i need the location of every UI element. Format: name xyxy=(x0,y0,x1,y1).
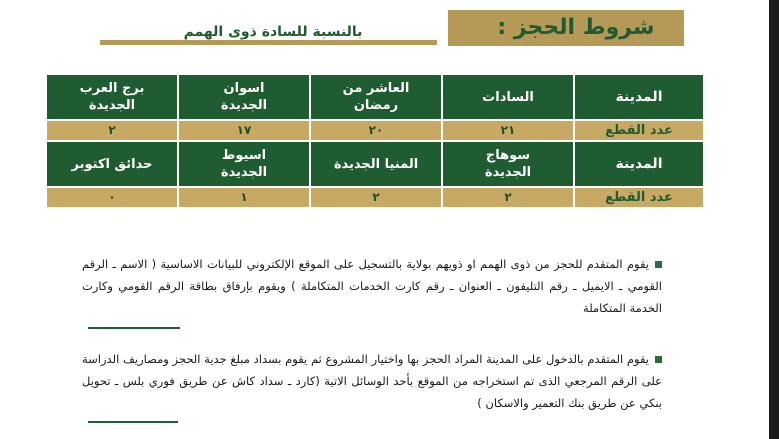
count-cell: ١٧ xyxy=(178,120,310,141)
table-row-cities-2 xyxy=(46,141,704,187)
condition-text: يقوم المتقدم للحجز من ذوى الهمم او ذويهم بولاية بالتسجيل على الموقع الإلكتروني للبيانات الاساسية ( الاسم ـ الرقم القومي ـ الايميل ـ رقم التليفون ـ العنوان ـ رقم كارت الخدمات المتكاملة ) ويقوم بإرفاق بطاقة الرقم القومي وكارت الخدمة المتكاملة xyxy=(82,257,662,315)
square-bullet-icon xyxy=(655,261,662,268)
page-title: شروط الحجز : xyxy=(497,15,655,40)
city-cell xyxy=(46,74,178,120)
count-cell: ٢ xyxy=(442,187,574,208)
city-cell: حدائق اكتوبر xyxy=(46,141,178,187)
row-label-count: عدد القطع xyxy=(574,120,704,141)
row-label-city: المدينة xyxy=(574,74,704,120)
table-row-cities-1 xyxy=(46,74,704,120)
count-cell: ٢ xyxy=(46,120,178,141)
condition-text: يقوم المتقدم بالدخول على المدينة المراد الحجز بها واختيار المشروع ثم يقوم بسداد مبلغ جدية الحجز ومصاريف الدراسة على الرقم المرجعي الذى تم استخراجه من الموقع بأحد الوسائل الاتية (كارد ـ سداد كاش عن طريق فوري بلس ـ تحويل بنكي عن طريق بنك التعمير والاسكان ) xyxy=(82,352,662,410)
city-cell xyxy=(442,141,574,187)
edge-border xyxy=(769,0,779,439)
city-cell xyxy=(310,74,442,120)
city-cell xyxy=(310,141,442,187)
paragraph-underline xyxy=(88,327,180,329)
count-cell: ٠ xyxy=(46,187,178,208)
row-label-count: عدد القطع xyxy=(574,187,704,208)
condition-paragraph-1 xyxy=(82,253,662,337)
city-name: المنيا الجديدة xyxy=(333,156,419,172)
city-name: اسوان الجديدة xyxy=(220,81,268,113)
subtitle-underline xyxy=(100,40,437,45)
square-bullet-icon xyxy=(655,356,662,363)
city-cell xyxy=(178,141,310,187)
row-label-city: المدينة xyxy=(574,141,704,187)
page-subtitle: بالنسبة للسادة ذوى الهمم xyxy=(183,24,363,40)
city-name: اسيوط الجديدة xyxy=(220,148,268,180)
city-cell: السادات xyxy=(442,74,574,120)
count-cell: ٢١ xyxy=(442,120,574,141)
city-name: برج العرب الجديدة xyxy=(79,81,145,113)
count-cell: ٢ xyxy=(310,187,442,208)
count-cell: ١ xyxy=(178,187,310,208)
plots-table xyxy=(45,73,705,209)
city-name: سوهاج الجديدة xyxy=(484,148,532,180)
paragraph-underline xyxy=(88,421,178,423)
city-name: العاشر من رمضان xyxy=(342,81,410,113)
count-cell: ٢٠ xyxy=(310,120,442,141)
table-row-counts-1 xyxy=(46,120,704,141)
table-row-counts-2 xyxy=(46,187,704,208)
city-cell xyxy=(178,74,310,120)
